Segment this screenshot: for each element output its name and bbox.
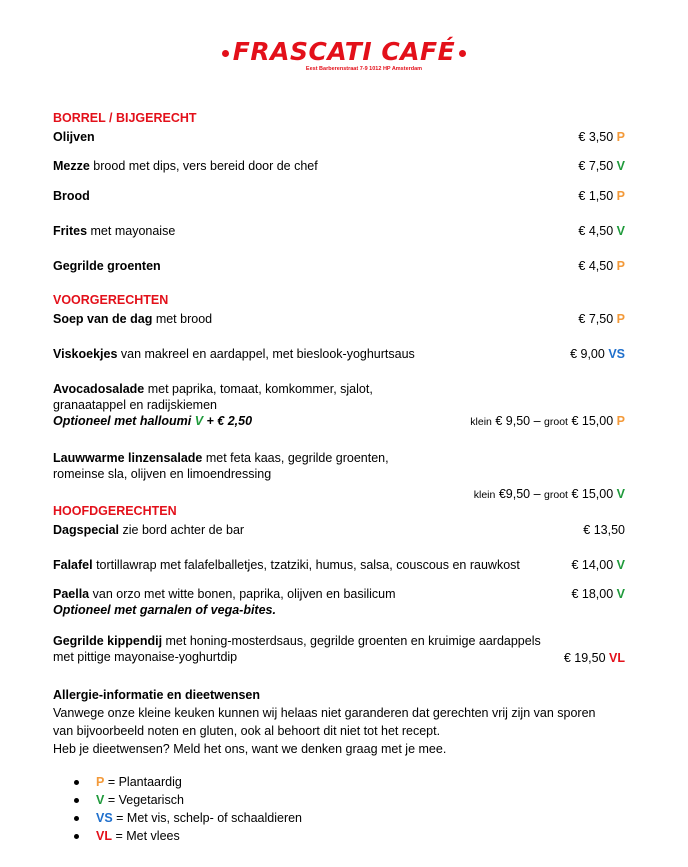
logo bbox=[0, 38, 688, 72]
allergy-info bbox=[53, 686, 633, 758]
item-desc: met mayonaise bbox=[87, 224, 176, 238]
item-name: Viskoekjes bbox=[53, 347, 118, 361]
menu-item-linzensalade bbox=[53, 450, 625, 501]
menu-item-brood bbox=[53, 188, 625, 204]
allergy-line-2: van bijvoorbeeld noten en gluten, ook al behoort dit niet tot het recept. bbox=[53, 724, 441, 738]
item-price: € 13,50 bbox=[583, 523, 625, 537]
menu-item-frites bbox=[53, 223, 625, 239]
item-desc: tortillawrap met falafelballetjes, tzatziki, humus, salsa, couscous en rauwkost bbox=[92, 558, 520, 572]
item-price: € 9,00 VS bbox=[570, 347, 625, 361]
menu-item-groenten bbox=[53, 258, 625, 274]
menu-item-kippendij bbox=[53, 633, 625, 665]
diet-tag: V bbox=[616, 587, 625, 601]
item-price: € 7,50 P bbox=[578, 312, 625, 326]
item-option: Optioneel met halloumi V + € 2,50 bbox=[53, 414, 253, 428]
item-desc: met honing-mosterdsaus, gegrilde groenten en kruimige aardappels bbox=[162, 634, 541, 648]
item-desc: brood met dips, vers bereid door de chef bbox=[89, 159, 318, 173]
item-price: € 1,50 P bbox=[578, 189, 625, 203]
bullet-icon bbox=[74, 834, 79, 839]
item-desc-2: romeinse sla, olijven en limoendressing bbox=[53, 467, 272, 481]
item-option: Optioneel met garnalen of vega-bites. bbox=[53, 603, 276, 617]
section-heading-voorgerechten: VOORGERECHTEN bbox=[53, 293, 169, 307]
item-name: Avocadosalade bbox=[53, 382, 145, 396]
item-price: € 19,50 VL bbox=[563, 651, 625, 665]
menu-item-falafel bbox=[53, 557, 625, 573]
diet-tag: V bbox=[616, 159, 625, 173]
item-desc-2: met pittige mayonaise-yoghurtdip bbox=[53, 650, 238, 664]
allergy-line-1: Vanwege onze kleine keuken kunnen wij helaas niet garanderen dat gerechten vrij zijn van sporen bbox=[53, 706, 596, 720]
item-desc: van makreel en aardappel, met bieslook-yoghurtsaus bbox=[117, 347, 415, 361]
menu-item-dagspecial bbox=[53, 522, 625, 538]
diet-tag: V bbox=[616, 224, 625, 238]
menu-item-avocadosalade bbox=[53, 381, 625, 429]
logo-dot-right bbox=[459, 50, 466, 57]
menu-item-viskoekjes bbox=[53, 346, 625, 362]
item-name: Gegrilde groenten bbox=[53, 259, 161, 273]
item-name: Mezze bbox=[53, 159, 90, 173]
item-name: Dagspecial bbox=[53, 523, 120, 537]
item-name: Lauwwarme linzensalade bbox=[53, 451, 203, 465]
diet-tag: P bbox=[616, 259, 625, 273]
item-price: € 18,00 V bbox=[571, 587, 625, 601]
section-heading-borrel: BORREL / BIJGERECHT bbox=[53, 111, 197, 125]
item-desc: met brood bbox=[152, 312, 213, 326]
item-price: € 7,50 V bbox=[578, 159, 625, 173]
item-price: klein € 9,50 – groot € 15,00 P bbox=[470, 414, 625, 428]
item-name: Falafel bbox=[53, 558, 93, 572]
diet-tag: VL bbox=[609, 651, 625, 665]
bullet-icon bbox=[74, 780, 79, 785]
menu-item-olijven bbox=[53, 129, 625, 145]
item-name: Brood bbox=[53, 189, 90, 203]
item-price: € 14,00 V bbox=[571, 558, 625, 572]
item-name: Gegrilde kippendij bbox=[53, 634, 163, 648]
item-desc: zie bord achter de bar bbox=[119, 523, 245, 537]
diet-tag: P bbox=[616, 189, 625, 203]
item-name: Olijven bbox=[53, 130, 95, 144]
menu-item-soep bbox=[53, 311, 625, 327]
logo-address: Eest Barberenstraat 7-9 1012 HP Amsterdam bbox=[305, 66, 423, 72]
bullet-icon bbox=[74, 816, 79, 821]
diet-legend bbox=[72, 773, 302, 845]
diet-tag: P bbox=[616, 414, 625, 428]
legend-item-vs: VS = Met vis, schelp- of schaaldieren bbox=[72, 809, 302, 827]
menu-item-paella bbox=[53, 586, 625, 618]
logo-title: FRASCATI CAFÉ bbox=[232, 37, 456, 66]
section-heading-hoofdgerechten: HOOFDGERECHTEN bbox=[53, 504, 177, 518]
item-name: Soep van de dag bbox=[53, 312, 153, 326]
diet-tag: V bbox=[616, 487, 625, 501]
item-desc: met paprika, tomaat, komkommer, sjalot, bbox=[144, 382, 373, 396]
item-price: € 4,50 P bbox=[578, 259, 625, 273]
bullet-icon bbox=[74, 798, 79, 803]
item-price: € 3,50 P bbox=[578, 130, 625, 144]
item-desc: van orzo met witte bonen, paprika, olijven en basilicum bbox=[89, 587, 396, 601]
allergy-line-3: Heb je dieetwensen? Meld het ons, want we denken graag met je mee. bbox=[53, 742, 447, 756]
menu-item-mezze bbox=[53, 158, 625, 174]
legend-item-vl: VL = Met vlees bbox=[72, 827, 302, 845]
legend-item-p: P = Plantaardig bbox=[72, 773, 302, 791]
item-desc-2: granaatappel en radijskiemen bbox=[53, 398, 217, 412]
item-price: klein €9,50 – groot € 15,00 V bbox=[473, 487, 625, 501]
item-name: Frites bbox=[53, 224, 88, 238]
diet-tag: P bbox=[616, 312, 625, 326]
diet-tag: V bbox=[616, 558, 625, 572]
diet-tag: VS bbox=[608, 347, 625, 361]
diet-tag: P bbox=[616, 130, 625, 144]
item-name: Paella bbox=[53, 587, 90, 601]
item-price: € 4,50 V bbox=[578, 224, 625, 238]
logo-dot-left bbox=[222, 50, 229, 57]
item-desc: met feta kaas, gegrilde groenten, bbox=[202, 451, 389, 465]
legend-item-v: V = Vegetarisch bbox=[72, 791, 302, 809]
allergy-title: Allergie-informatie en dieetwensen bbox=[53, 688, 260, 702]
